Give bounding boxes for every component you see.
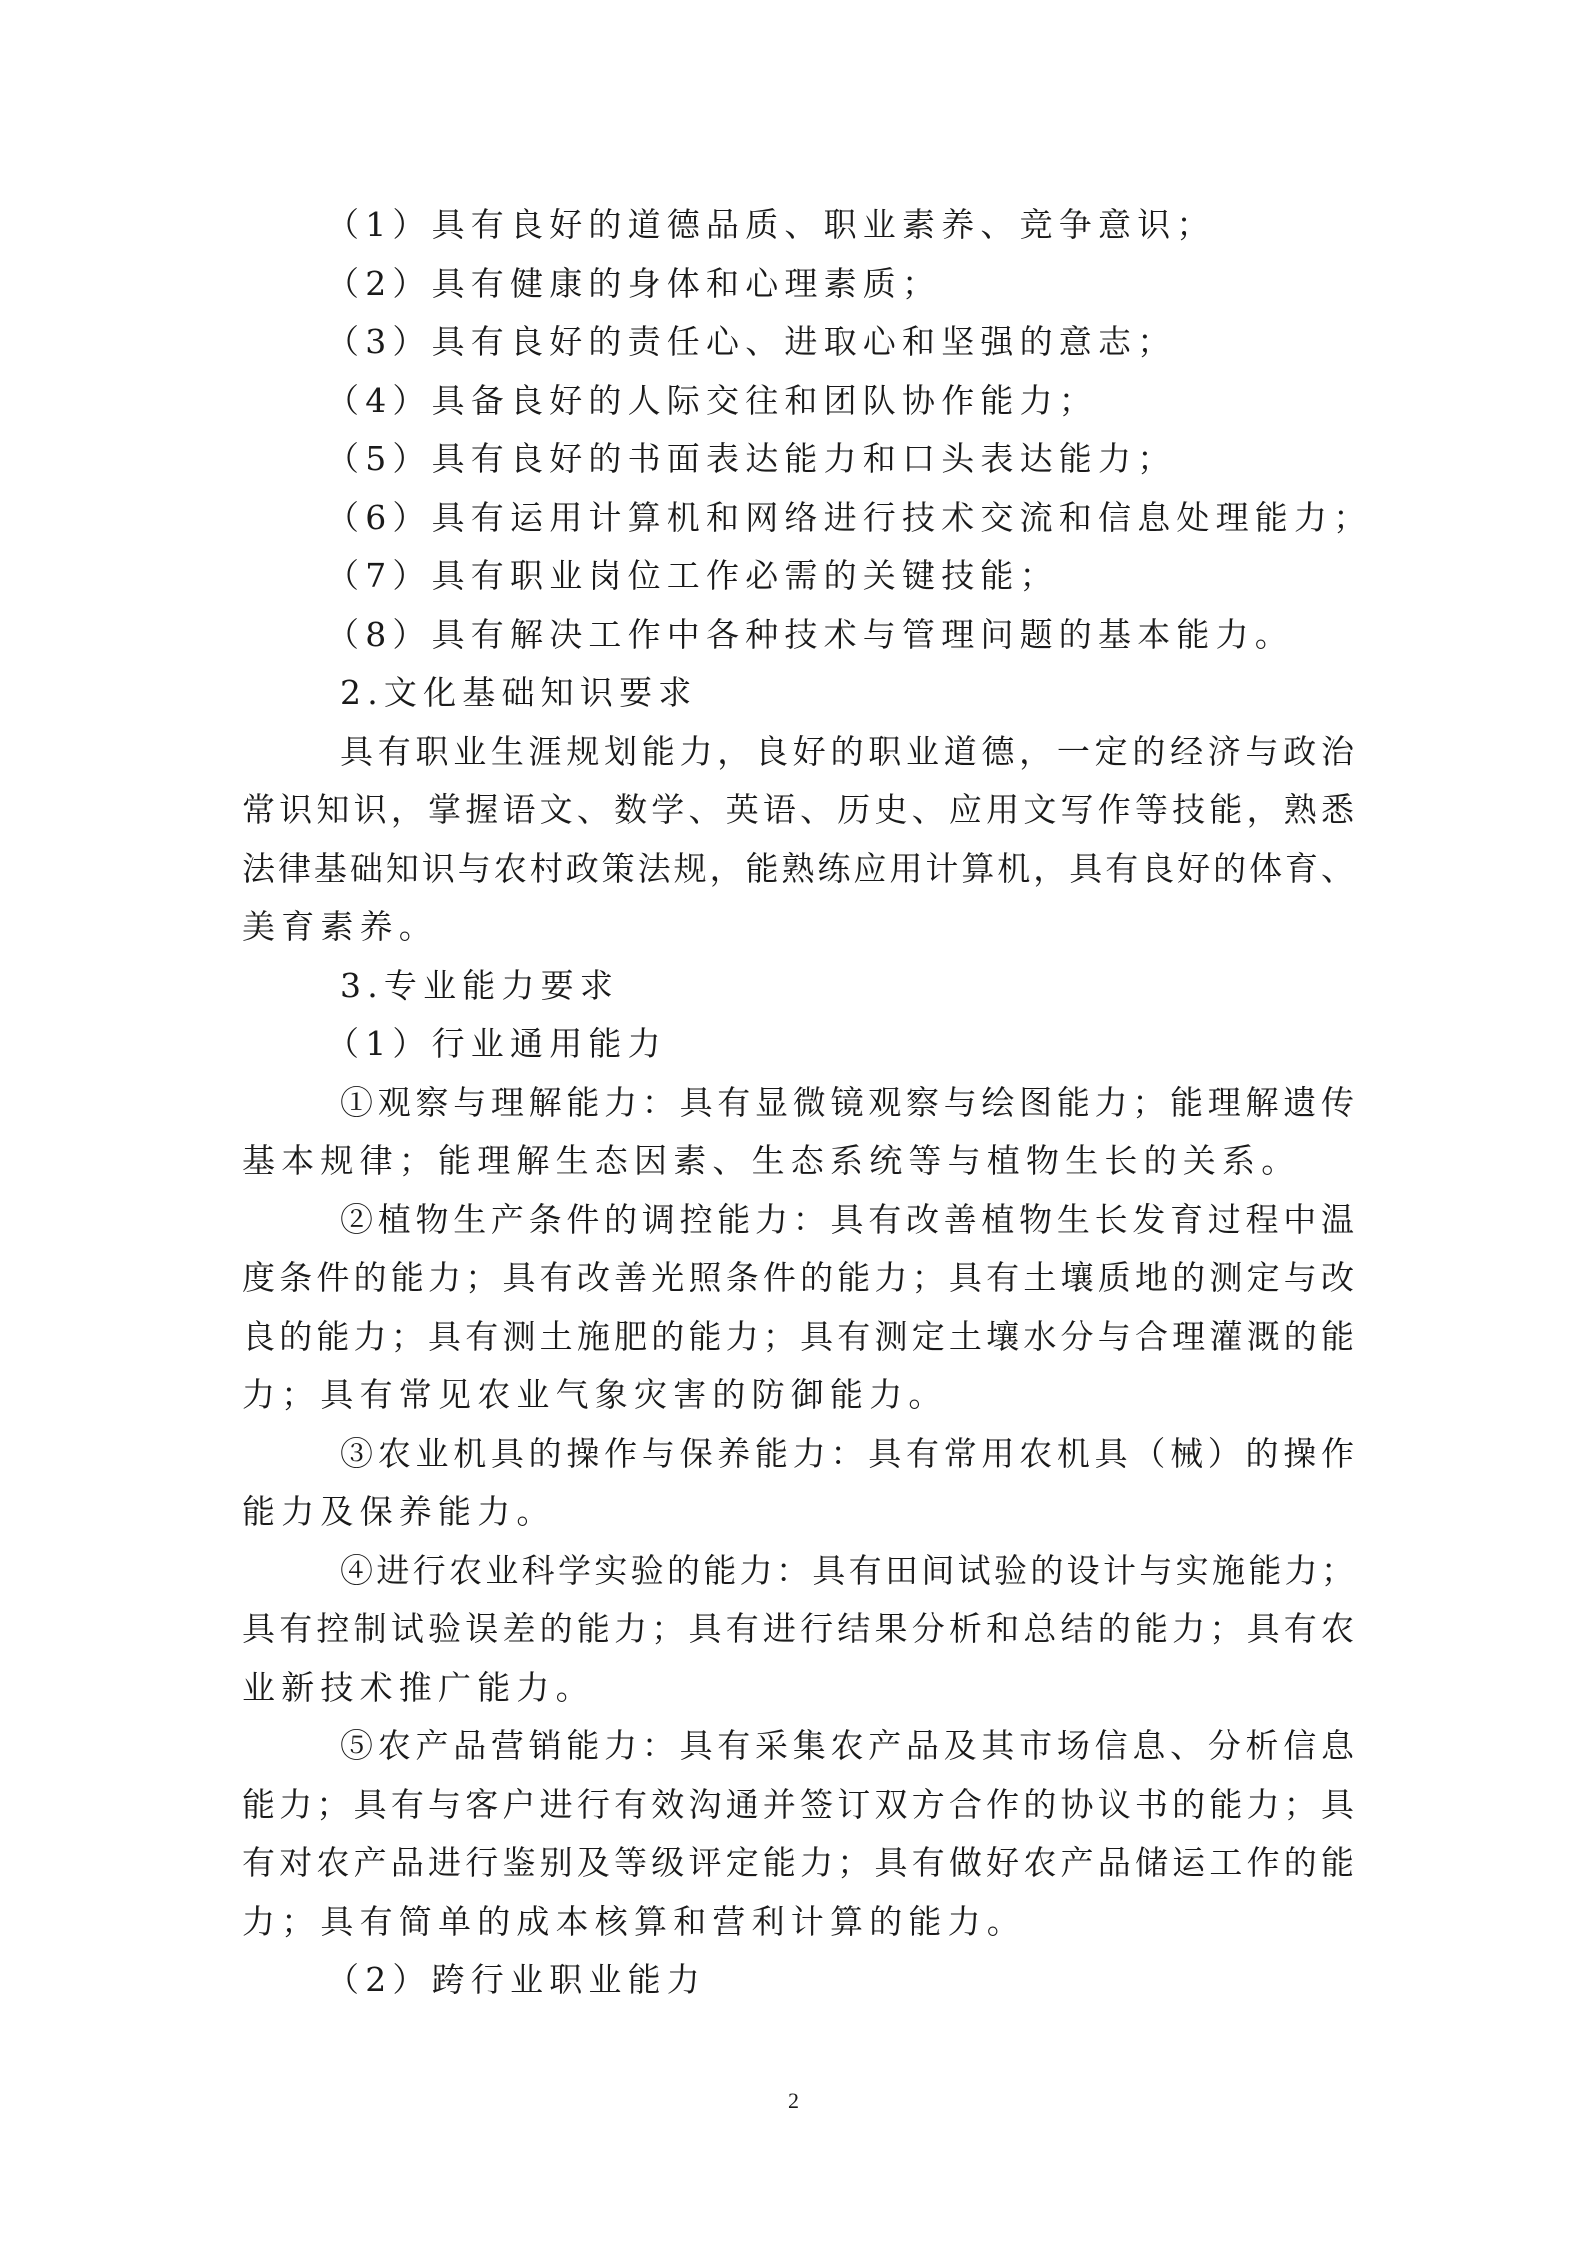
text-line: 力；具有简单的成本核算和营利计算的能力。	[242, 1901, 1026, 1941]
text-line: 美育素养。	[242, 907, 438, 946]
text-line: 能力；具有与客户进行有效沟通并签订双方合作的协议书的能力；具	[242, 1784, 1354, 1824]
text-line: 良的能力；具有测土施肥的能力；具有测定土壤水分与合理灌溉的能	[242, 1316, 1354, 1356]
text-line: 2.文化基础知识要求	[340, 673, 698, 712]
text-line: （1）行业通用能力	[326, 1024, 667, 1063]
text-line: ③农业机具的操作与保养能力：具有常用农机具（械）的操作	[340, 1433, 1354, 1473]
text-line: （1）具有良好的道德品质、职业素养、竞争意识；	[326, 205, 1216, 244]
body-text	[242, 196, 1373, 2010]
text-line: 能力及保养能力。	[242, 1492, 556, 1531]
text-line: 业新技术推广能力。	[242, 1667, 595, 1707]
text-line: 具有职业生涯规划能力，良好的职业道德，一定的经济与政治	[340, 731, 1354, 771]
text-line: （3）具有良好的责任心、进取心和坚强的意志；	[326, 322, 1177, 361]
text-line: （6）具有运用计算机和网络进行技术交流和信息处理能力；	[326, 497, 1373, 537]
text-line: 常识知识，掌握语文、数学、英语、历史、应用文写作等技能，熟悉	[242, 790, 1354, 829]
text-line: 力；具有常见农业气象灾害的防御能力。	[242, 1375, 948, 1414]
text-line: ⑤农产品营销能力：具有采集农产品及其市场信息、分析信息	[340, 1726, 1354, 1765]
text-line: 法律基础知识与农村政策法规，能熟练应用计算机，具有良好的体育、	[242, 848, 1354, 888]
text-line: ④进行农业科学实验的能力：具有田间试验的设计与实施能力；	[340, 1550, 1354, 1590]
text-line: ②植物生产条件的调控能力：具有改善植物生长发育过程中温	[340, 1199, 1354, 1239]
text-line: （2）跨行业职业能力	[326, 1960, 706, 1999]
text-line: 度条件的能力；具有改善光照条件的能力；具有土壤质地的测定与改	[242, 1258, 1354, 1297]
text-line: 有对农产品进行鉴别及等级评定能力；具有做好农产品储运工作的能	[242, 1843, 1354, 1882]
page-number: 2	[788, 2088, 799, 2113]
text-line: 基本规律；能理解生态因素、生态系统等与植物生长的关系。	[242, 1141, 1301, 1180]
text-line: （7）具有职业岗位工作必需的关键技能；	[326, 556, 1059, 595]
text-line: （5）具有良好的书面表达能力和口头表达能力；	[326, 439, 1177, 478]
text-line: （8）具有解决工作中各种技术与管理问题的基本能力。	[326, 614, 1294, 654]
text-line: （2）具有健康的身体和心理素质；	[326, 263, 942, 303]
text-line: 具有控制试验误差的能力；具有进行结果分析和总结的能力；具有农	[242, 1609, 1354, 1648]
text-line: 3.专业能力要求	[340, 965, 620, 1005]
text-line: （4）具备良好的人际交往和团队协作能力；	[326, 380, 1098, 420]
text-line: ①观察与理解能力：具有显微镜观察与绘图能力；能理解遗传	[340, 1082, 1354, 1122]
